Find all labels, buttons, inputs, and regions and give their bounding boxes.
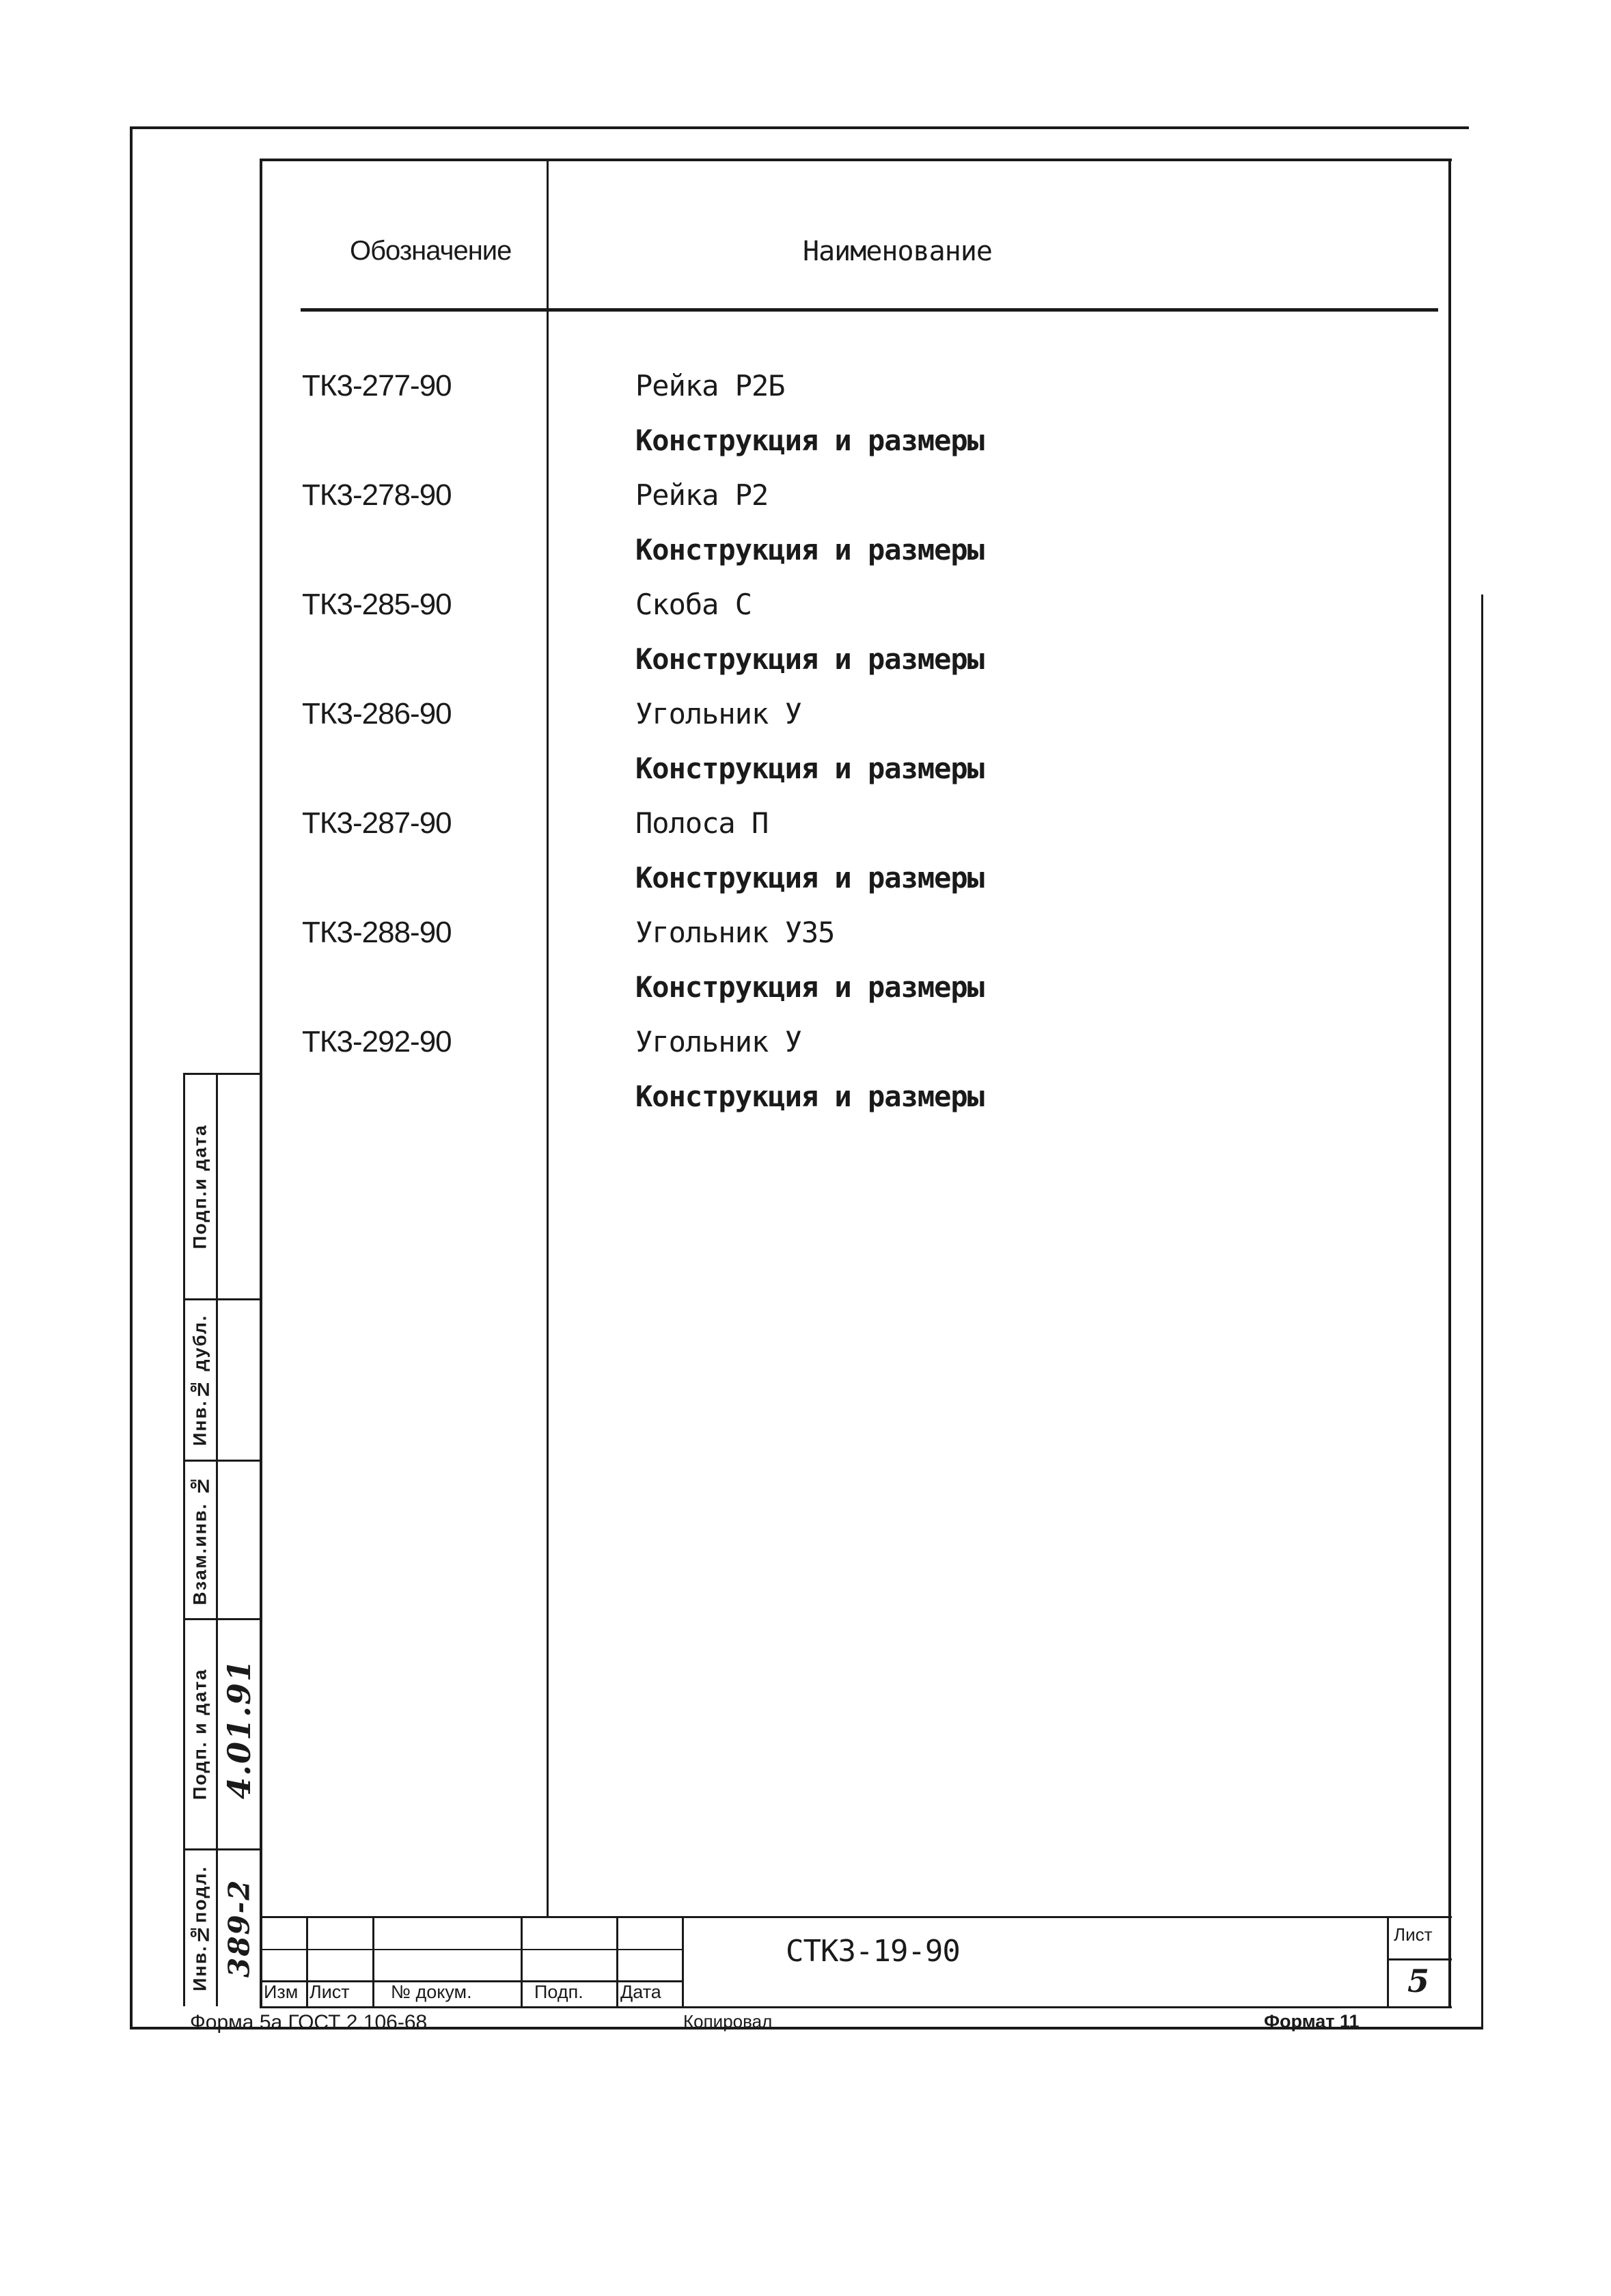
stamp-sign-date: Подп.и дата [189,1124,210,1249]
tb-col-3 [521,1916,523,2006]
footer-form: Форма 5а ГОСТ 2.106-68 [190,2011,428,2034]
header-designation: Обозначение [350,236,512,266]
doc-code: СТК3-19-90 [786,1934,960,1969]
tb-row-line-1 [260,1949,683,1950]
handwritten-date: 4.01.91 [221,1658,258,1800]
col-doc-num: № докум. [391,1982,472,2002]
stamp-sign-date-2: Подп. и дата [189,1668,210,1801]
footer-copied: Копировал [683,2011,773,2032]
sheet-number: 5 [1407,1963,1430,1999]
row-name: Скоба С [635,588,752,621]
table-right-line [1448,159,1451,2007]
col-sign: Подп. [534,1982,583,2002]
outer-left-line [130,126,133,2030]
row-code: ТК3-286-90 [302,697,452,730]
row-desc: Конструкция и размеры [635,861,984,894]
row-name: Угольник У35 [635,916,835,949]
stamp-mid [216,1073,218,2006]
row-code: ТК3-278-90 [302,478,452,512]
row-code: ТК3-287-90 [302,806,452,840]
row-code: ТК3-288-90 [302,916,452,949]
row-name: Угольник У [635,697,801,730]
outer-right-line [1481,594,1483,2030]
row-name: Угольник У [635,1025,801,1058]
footer-format: Формат 11 [1264,2011,1360,2032]
outer-top-line [130,126,1469,129]
tb-sheet-line [1387,1958,1452,1960]
table-top-line [260,159,1452,161]
row-name: Рейка Р2 [635,478,769,512]
row-desc: Конструкция и размеры [635,424,984,457]
tb-col-2 [372,1916,374,2006]
row-desc: Конструкция и размеры [635,1080,984,1113]
stamp-dup-inv: Инв.№ дубл. [189,1314,210,1446]
row-name: Полоса П [635,806,769,840]
column-divider [547,159,549,1916]
sheet-label: Лист [1394,1924,1433,1945]
tb-bottom [260,2006,1452,2008]
col-izm: Изм [264,1982,299,2002]
col-list: Лист [309,1982,350,2002]
tb-top [260,1916,1452,1918]
stamp-orig-inv: Инв.№подл. [189,1865,210,1992]
row-code: ТК3-285-90 [302,588,452,621]
row-code: ТК3-292-90 [302,1025,452,1058]
header-name: Наименование [803,236,992,267]
col-date: Дата [620,1982,661,2002]
row-desc: Конструкция и размеры [635,752,984,785]
row-name: Рейка Р2Б [635,369,785,402]
row-desc: Конструкция и размеры [635,970,984,1004]
table-left-line [260,159,262,2007]
row-desc: Конструкция и размеры [635,533,984,566]
tb-col-5 [682,1916,684,2006]
header-rule [301,308,1438,312]
tb-col-1 [306,1916,308,2006]
tb-col-4 [616,1916,618,2006]
handwritten-inv: 389-2 [222,1878,256,1978]
row-desc: Конструкция и размеры [635,642,984,676]
tb-col-sheet [1387,1916,1389,2006]
stamp-repl-inv: Взам.инв. № [189,1474,210,1606]
row-code: ТК3-277-90 [302,369,452,402]
